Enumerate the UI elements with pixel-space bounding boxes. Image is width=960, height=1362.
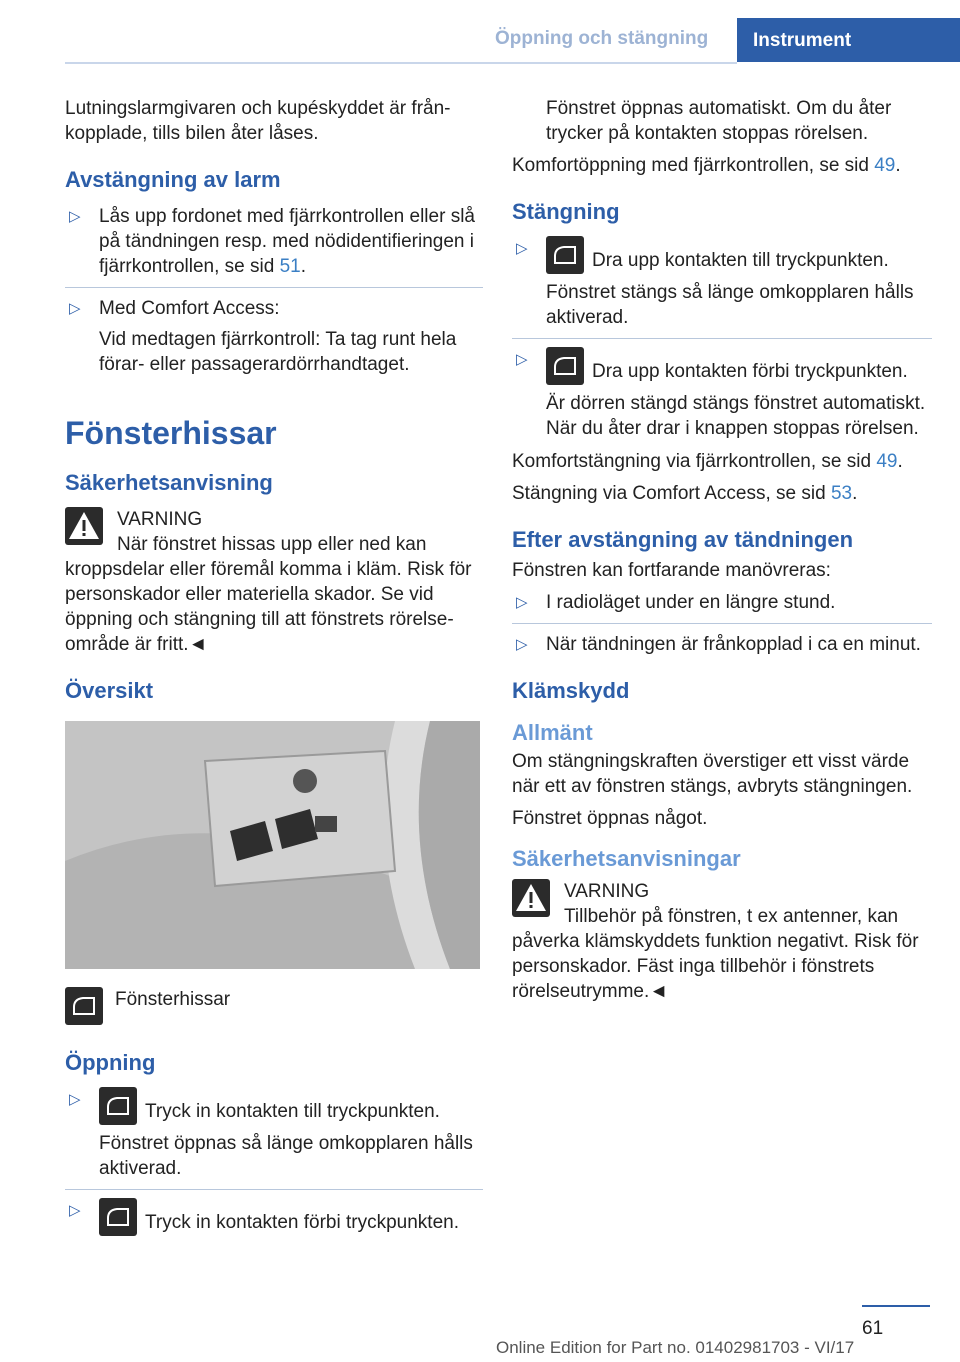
opening-list bbox=[65, 1087, 483, 1236]
caption bbox=[65, 987, 483, 1029]
list-item bbox=[512, 236, 932, 339]
list-item-text: När tändningen är frånkopplad i ca en minut. bbox=[546, 634, 921, 655]
triangle-right-icon: ▷ bbox=[69, 1202, 81, 1219]
list-item bbox=[65, 204, 483, 288]
triangle-right-icon: ▷ bbox=[69, 1091, 81, 1108]
edition-note: Online Edition for Part no. 01402981703 - VI/17 bbox=[496, 1338, 855, 1357]
list-item-text: Med Comfort Access: bbox=[99, 298, 280, 319]
list-item-text: Tryck in kontakten till tryckpunkten. bbox=[99, 1087, 483, 1125]
divider bbox=[512, 623, 932, 624]
intro-text: Lutningslarmgivaren och kupéskyddet är frånkopplade, tills bilen åter låses. bbox=[65, 98, 451, 144]
list-item bbox=[512, 632, 932, 657]
list-item bbox=[512, 347, 932, 441]
general-heading: Allmänt bbox=[512, 720, 593, 745]
left-column bbox=[65, 96, 483, 1244]
comfort-access-text: Stängning via Comfort Access, se sid 53. bbox=[512, 483, 858, 504]
warning-title: VARNING bbox=[117, 509, 203, 530]
window-switch-icon bbox=[99, 1087, 137, 1125]
caption-text: Fönsterhissar bbox=[115, 989, 231, 1010]
safety-instructions-heading: Säkerhetsanvisningar bbox=[512, 846, 741, 871]
list-item-text: Lås upp fordonet med fjärrkontrollen eller slå på tändningen resp. med nödidentifieringen i fjärrkontrollen, se sid 51. bbox=[99, 206, 475, 277]
page-link[interactable]: 49 bbox=[874, 155, 896, 176]
warning-text: påverka klämskyddets funktion negativt. Risk för personskador. Fäst inga tillbehör i fönstrets rörelseutrymme.◄ bbox=[512, 931, 919, 1002]
warning-title: VARNING bbox=[564, 881, 650, 902]
list-item-subtext: Är dörren stängd stängs fönstret automatiskt. När du åter drar i knappen stoppas rörelsen. bbox=[546, 393, 926, 439]
window-switch-icon bbox=[546, 347, 584, 385]
page-header bbox=[0, 0, 960, 62]
list-item-text: I radioläget under en längre stund. bbox=[546, 592, 836, 613]
list-item bbox=[512, 590, 932, 624]
page-link[interactable]: 51 bbox=[279, 256, 301, 277]
main-heading: Fönsterhissar bbox=[65, 415, 277, 451]
list-item bbox=[65, 1198, 483, 1236]
continued-text: Fönstret öppnas automatiskt. Om du åter trycker på kontakten stoppas rörelsen. bbox=[546, 98, 892, 144]
list-item-text: Tryck in kontakten förbi tryckpunkten. bbox=[99, 1198, 483, 1236]
warning-box bbox=[65, 507, 483, 657]
safety-heading: Säkerhetsanvisning bbox=[65, 470, 273, 495]
after-list bbox=[512, 590, 932, 657]
footer-rule bbox=[862, 1305, 930, 1307]
pinch-heading: Klämskydd bbox=[512, 678, 630, 703]
opening-heading: Öppning bbox=[65, 1050, 156, 1075]
chapter-tab: Instrument bbox=[737, 18, 960, 62]
divider bbox=[65, 1189, 483, 1190]
header-rule bbox=[65, 62, 737, 64]
divider bbox=[512, 338, 932, 339]
divider bbox=[65, 287, 483, 288]
comfort-close-text: Komfortstängning via fjärrkontrollen, se sid 49. bbox=[512, 451, 903, 472]
right-column bbox=[512, 96, 932, 1012]
triangle-right-icon: ▷ bbox=[516, 351, 528, 368]
triangle-right-icon: ▷ bbox=[69, 208, 81, 225]
alarm-heading: Avstängning av larm bbox=[65, 167, 281, 192]
alarm-list bbox=[65, 204, 483, 377]
warning-triangle-icon bbox=[65, 507, 103, 545]
general-text-2: Fönstret öppnas något. bbox=[512, 808, 708, 829]
closing-heading: Stängning bbox=[512, 199, 620, 224]
warning-box bbox=[512, 879, 932, 1004]
page-link[interactable]: 49 bbox=[876, 451, 898, 472]
list-item bbox=[65, 296, 483, 377]
list-item-subtext: Vid medtagen fjärrkontroll: Ta tag runt hela förar- eller passagerardörrhandtaget. bbox=[99, 329, 457, 375]
list-item-text: Dra upp kontakten förbi tryckpunkten. bbox=[546, 347, 932, 385]
general-text: Om stängningskraften överstiger ett visst värde när ett av fönstren stängs, avbryts stängningen. bbox=[512, 751, 913, 797]
page-link[interactable]: 53 bbox=[830, 483, 853, 504]
triangle-right-icon: ▷ bbox=[516, 240, 528, 257]
list-item-text: Dra upp kontakten till tryckpunkten. bbox=[546, 236, 932, 274]
window-switch-icon bbox=[65, 987, 103, 1025]
after-heading: Efter avstängning av tändningen bbox=[512, 527, 854, 552]
warning-first-line: När fönstret hissas upp eller ned kan bbox=[117, 534, 427, 555]
warning-triangle-icon bbox=[512, 879, 550, 917]
page-number: 61 bbox=[862, 1318, 884, 1339]
comfort-open-text: Komfortöppning med fjärrkontrollen, se sid 49. bbox=[512, 155, 901, 176]
triangle-right-icon: ▷ bbox=[516, 594, 528, 611]
window-switch-icon bbox=[99, 1198, 137, 1236]
list-item-subtext: Fönstret stängs så länge omkopplaren hålls aktiverad. bbox=[546, 282, 914, 328]
triangle-right-icon: ▷ bbox=[516, 636, 528, 653]
after-text: Fönstren kan fortfarande manövreras: bbox=[512, 560, 831, 581]
warning-text: kroppsdelar eller föremål komma i kläm. Risk för personskador eller materiella skador. Se vid öppning och stängning till att fönstrets rörelseområde är fritt.◄ bbox=[65, 559, 472, 655]
window-switch-icon bbox=[546, 236, 584, 274]
window-switch-photo bbox=[65, 721, 480, 969]
closing-list bbox=[512, 236, 932, 441]
triangle-right-icon: ▷ bbox=[69, 300, 81, 317]
warning-first-line: Tillbehör på fönstren, t ex antenner, kan bbox=[564, 906, 899, 927]
overview-heading: Översikt bbox=[65, 678, 154, 703]
section-title: Öppning och stängning bbox=[495, 28, 709, 49]
list-item bbox=[65, 1087, 483, 1190]
list-item-subtext: Fönstret öppnas så länge omkopplaren hålls aktiverad. bbox=[99, 1133, 473, 1179]
